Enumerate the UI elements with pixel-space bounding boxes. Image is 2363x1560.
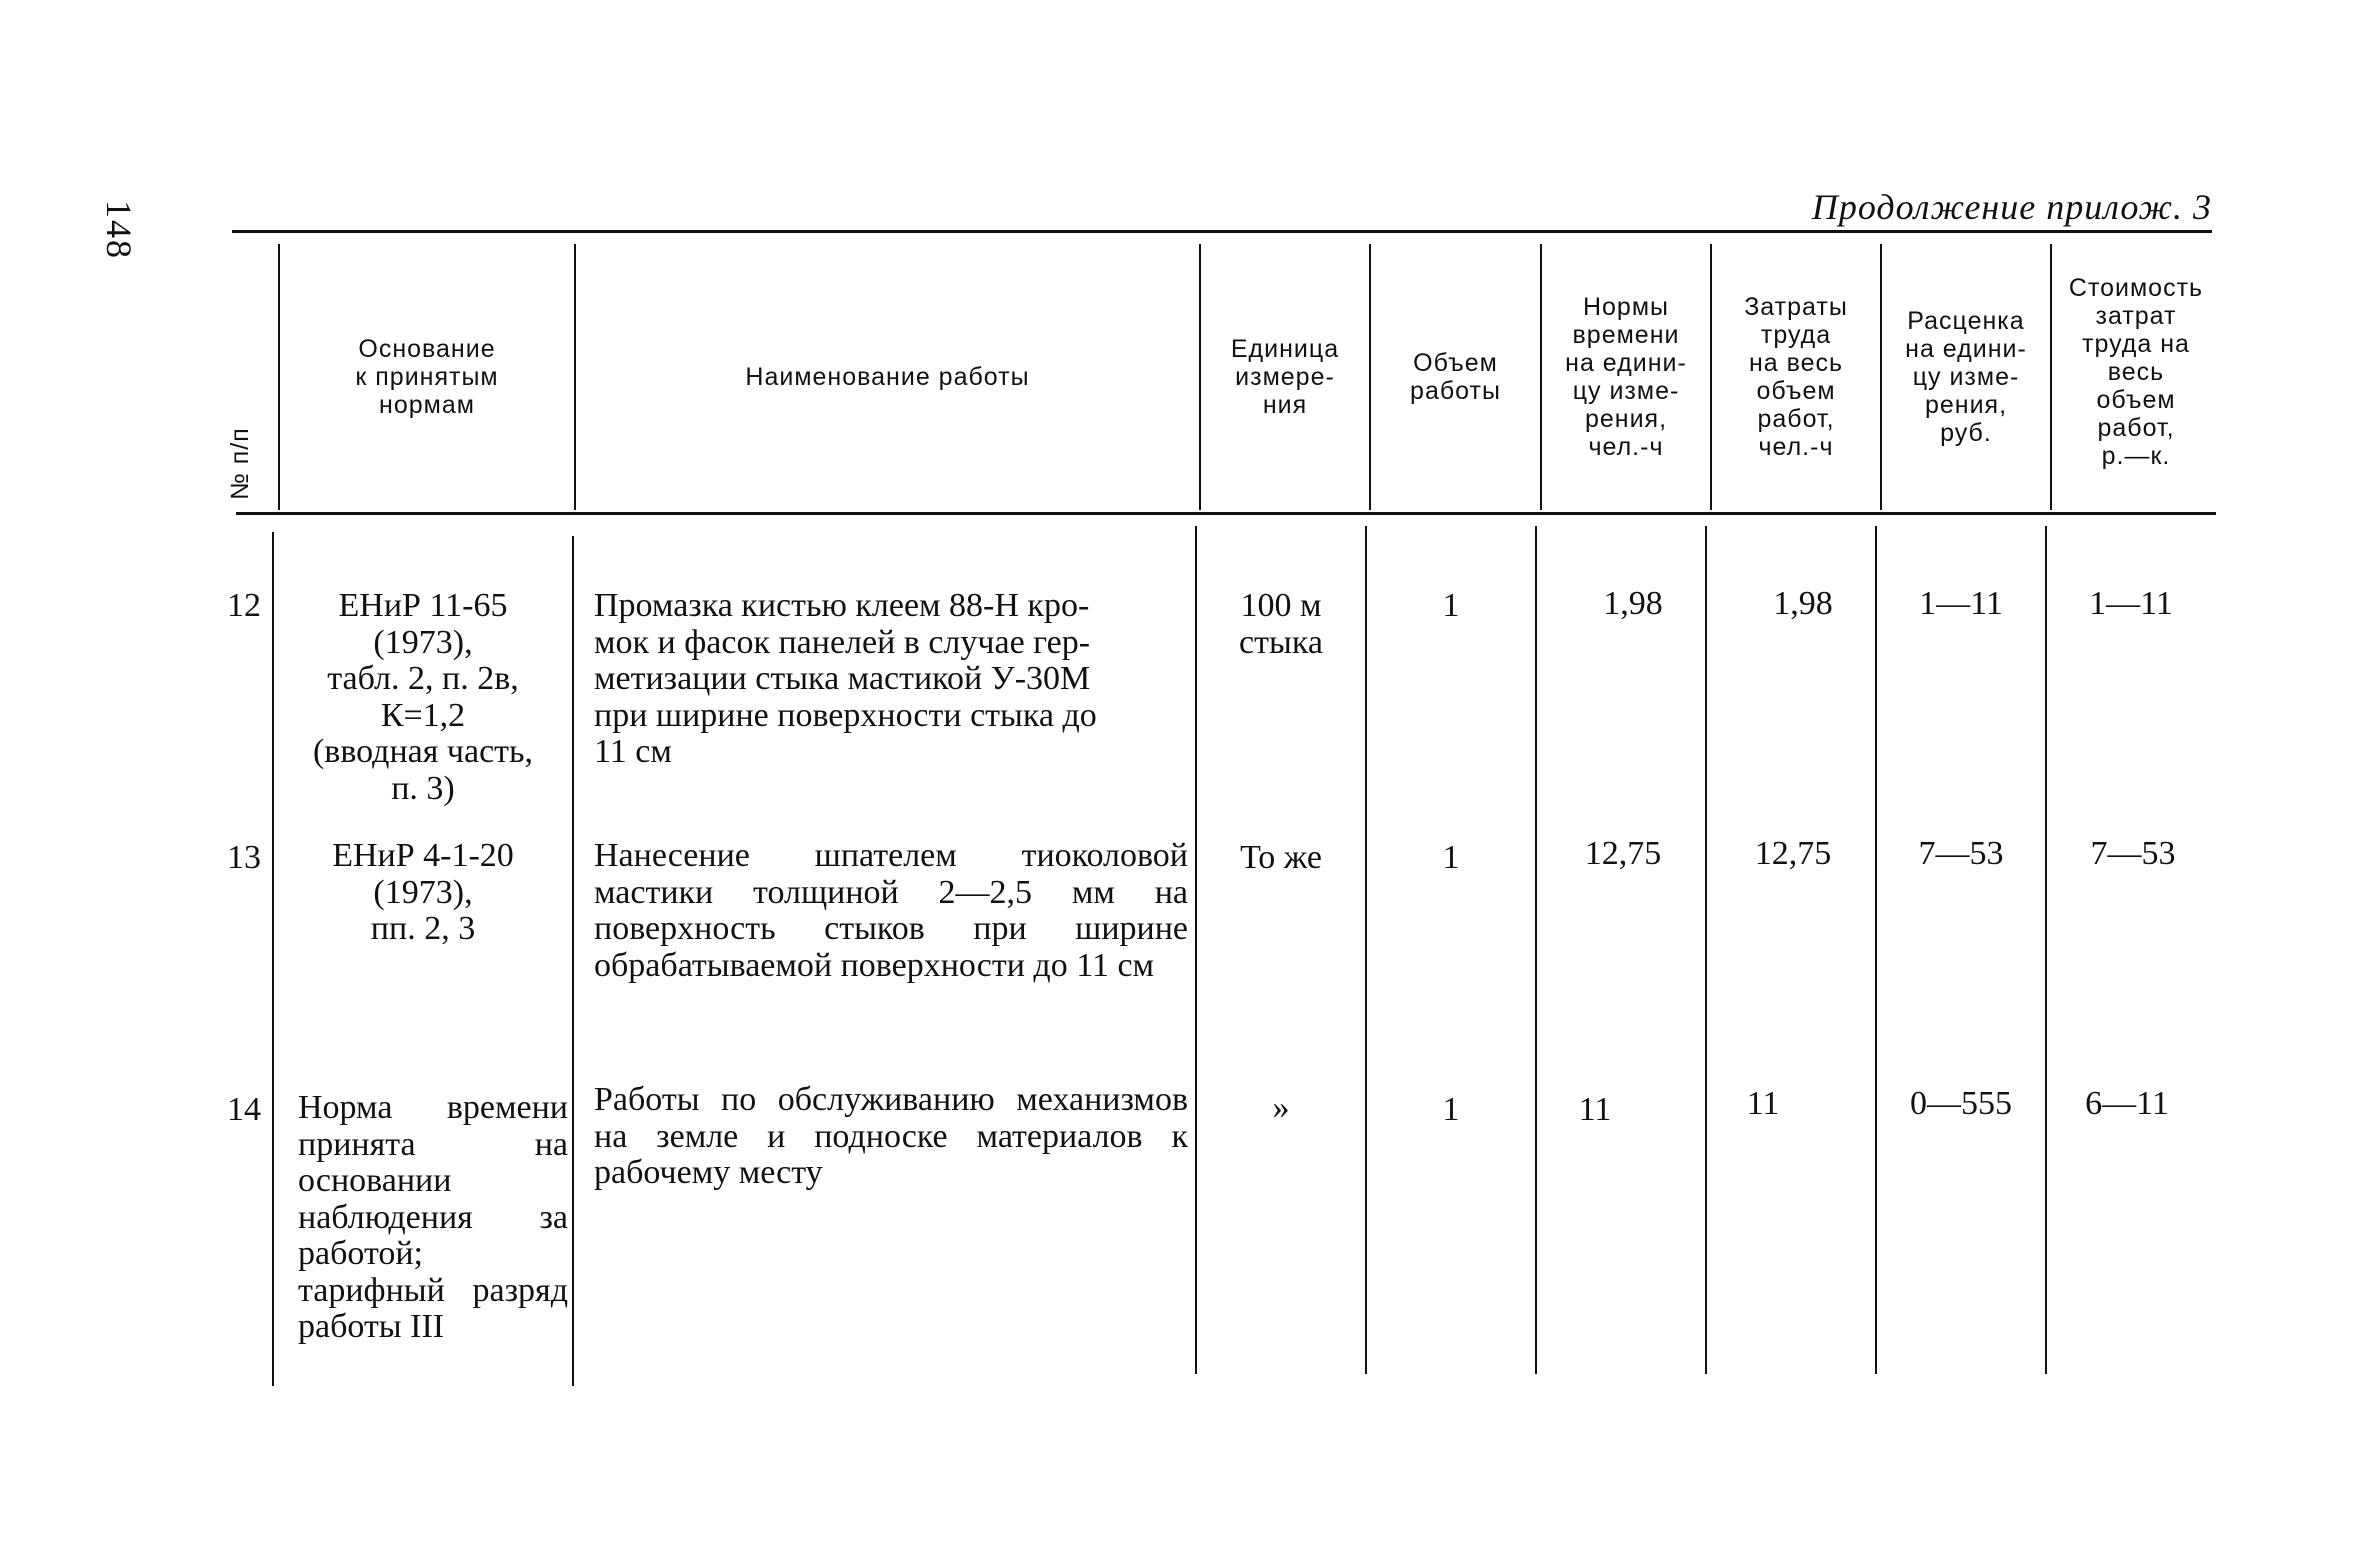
- header-work-name-text: Наименование работы: [745, 363, 1030, 391]
- row-12-rate: 1—11: [1919, 585, 2003, 622]
- body-divider: [1365, 526, 1367, 1374]
- body-divider: [1875, 526, 1877, 1374]
- header-work-name: [578, 244, 1197, 510]
- row-14-cost: 6—11: [2085, 1085, 2169, 1122]
- body-divider: [1195, 526, 1197, 1374]
- header-number: № п/п: [226, 427, 254, 500]
- row-13-labor: 12,75: [1754, 835, 1832, 872]
- header-unit-text: Единица измере- ния: [1230, 335, 1340, 419]
- row-12-unit: 100 м стыка: [1239, 587, 1323, 661]
- row-13-work-name: Нанесение шпателем тиоколовой мастики толщиной 2—2,5 мм на поверхность стыков при ширине обрабатываемой поверхности до 11 см: [594, 837, 1188, 984]
- header-divider: [574, 244, 576, 510]
- header-basis-text: Основание к принятым нормам: [355, 335, 499, 419]
- row-13-rate: 7—53: [1918, 835, 2004, 872]
- header-volume-text: Объем работы: [1410, 349, 1501, 405]
- row-12-labor: 1,98: [1773, 585, 1833, 622]
- header-cost-text: Стоимость затрат труда на весь объем работ, р.—к.: [2068, 274, 2204, 470]
- row-13-number: 13: [227, 839, 261, 876]
- body-divider: [1535, 526, 1537, 1374]
- row-14-unit: »: [1272, 1089, 1290, 1126]
- table-caption: Продолжение прилож. 3: [1811, 187, 2212, 227]
- body-divider: [1705, 526, 1707, 1374]
- row-14-time-norm: 11: [1578, 1091, 1612, 1128]
- header-unit: [1201, 244, 1369, 510]
- row-12-work-name: Промазка кистью клеем 88-Н кро- мок и фасок панелей в случае гер- метизации стыка мастикой У-30М при ширине поверхности стыка до 11 см: [594, 587, 1097, 770]
- row-14-rate: 0—555: [1910, 1085, 2012, 1122]
- row-13-volume: 1: [1442, 839, 1460, 876]
- header-cost: [2052, 256, 2220, 488]
- header-labor-text: Затраты труда на весь объем работ, чел.-ч: [1744, 293, 1848, 461]
- row-13-time-norm: 12,75: [1584, 835, 1662, 872]
- row-14-number: 14: [227, 1091, 261, 1128]
- header-labor: [1712, 244, 1880, 510]
- body-divider: [2045, 526, 2047, 1374]
- header-bottom-rule: [236, 512, 2216, 515]
- row-14-basis: Норма времени принята на основании наблюдения за работой; тарифный разряд работы III: [298, 1089, 568, 1345]
- body-divider: [272, 532, 274, 1386]
- header-basis: [282, 244, 572, 510]
- body-divider: [572, 536, 574, 1386]
- row-13-cost: 7—53: [2090, 835, 2176, 872]
- header-time-norm-text: Нормы времени на едини- цу изме- рения, чел.-ч: [1565, 293, 1687, 461]
- header-rate-text: Расценка на едини- цу изме- рения, руб.: [1905, 307, 2027, 447]
- header-time-norm: [1542, 244, 1710, 510]
- row-12-cost: 1—11: [2089, 585, 2173, 622]
- row-12-number: 12: [227, 587, 261, 624]
- row-14-volume: 1: [1442, 1091, 1460, 1128]
- row-14-labor: 11: [1746, 1085, 1780, 1122]
- header-volume: [1371, 244, 1540, 510]
- page-number: 148: [99, 200, 139, 260]
- row-12-time-norm: 1,98: [1603, 585, 1663, 622]
- header-divider: [278, 244, 280, 510]
- header-rate: [1882, 244, 2050, 510]
- row-14-work-name: Работы по обслуживанию механизмов на земле и подноске материалов к рабочему месту: [594, 1081, 1188, 1191]
- row-13-basis: ЕНиР 4-1-20 (1973), пп. 2, 3: [332, 837, 514, 947]
- row-13-unit: То же: [1240, 839, 1322, 876]
- table-top-rule: [232, 230, 2212, 233]
- row-12-basis: ЕНиР 11-65 (1973), табл. 2, п. 2в, К=1,2 (вводная часть, п. 3): [312, 587, 534, 807]
- row-12-volume: 1: [1442, 587, 1460, 624]
